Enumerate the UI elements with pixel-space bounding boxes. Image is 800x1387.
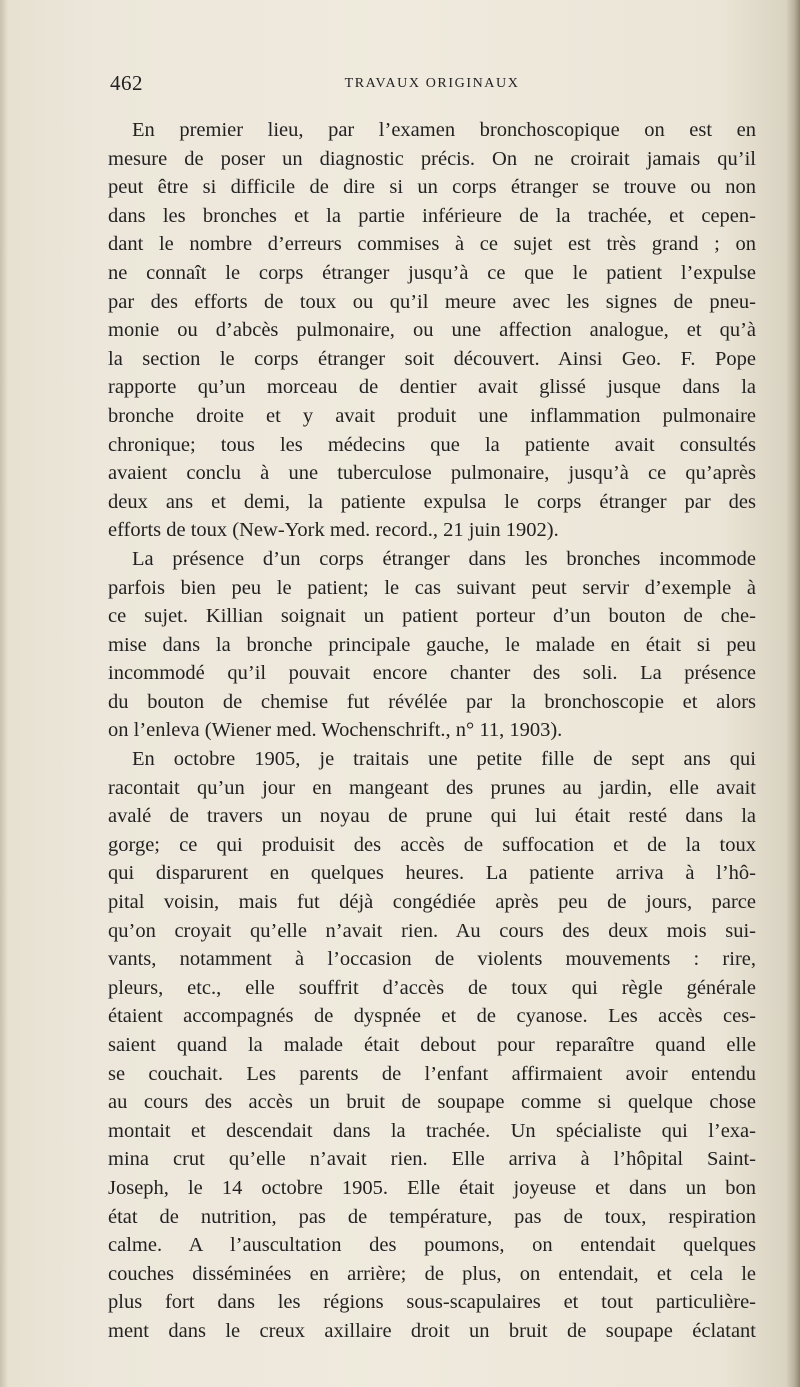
text-line: incommodé qu’il pouvait encore chanter des soli. La présence	[108, 662, 756, 685]
text-line: qui disparurent en quelques heures. La patiente arriva à l’hô-	[108, 862, 756, 885]
text-line: dant le nombre d’erreurs commises à ce sujet est très grand ; on	[108, 233, 756, 256]
text-line: efforts de toux (New-York med. record., 21 juin 1902).	[108, 519, 559, 542]
text-line: ce sujet. Killian soignait un patient porteur d’un bouton de che-	[108, 605, 756, 628]
text-line: du bouton de chemise fut révélée par la bronchoscopie et alors	[108, 690, 756, 713]
text-line: mesure de poser un diagnostic précis. On ne croirait jamais qu’il	[108, 147, 756, 170]
text-line: qu’on croyait qu’elle n’avait rien. Au cours des deux mois sui-	[108, 919, 756, 942]
text-line: la section le corps étranger soit découvert. Ainsi Geo. F. Pope	[108, 347, 756, 370]
text-line: parfois bien peu le patient; le cas suivant peut servir d’exemple à	[108, 576, 756, 599]
running-head: TRAVAUX ORIGINAUX	[344, 76, 520, 91]
text-line: Joseph, le 14 octobre 1905. Elle était joyeuse et dans un bon	[108, 1176, 756, 1199]
text-line: bronche droite et y avait produit une inflammation pulmonaire	[108, 404, 756, 427]
text-line: rapporte qu’un morceau de dentier avait glissé jusque dans la	[108, 376, 756, 399]
text-line: gorge; ce qui produisit des accès de suffocation et de la toux	[108, 833, 756, 856]
text-line: deux ans et demi, la patiente expulsa le corps étranger par des	[108, 490, 756, 513]
text-line: plus fort dans les régions sous-scapulaires et tout particulière-	[108, 1291, 756, 1314]
text-line: état de nutrition, pas de température, pas de toux, respiration	[108, 1205, 756, 1228]
text-line: couches disséminées en arrière; de plus, on entendait, et cela le	[108, 1262, 756, 1285]
text-line: pleurs, etc., elle souffrit d’accès de toux qui règle générale	[108, 976, 756, 999]
text-line: par des efforts de toux ou qu’il meure avec les signes de pneu-	[108, 290, 756, 313]
text-line: racontait qu’un jour en mangeant des prunes au jardin, elle avait	[108, 776, 756, 799]
text-line: étaient accompagnés de dyspnée et de cyanose. Les accès ces-	[108, 1005, 756, 1028]
text-line: chronique; tous les médecins que la patiente avait consultés	[108, 433, 756, 456]
text-line: En octobre 1905, je traitais une petite fille de sept ans qui	[132, 748, 756, 771]
body-text	[108, 116, 756, 1346]
text-line: vants, notamment à l’occasion de violents mouvements : rire,	[108, 948, 756, 971]
text-line: peut être si difficile de dire si un corps étranger se trouve ou non	[108, 176, 756, 199]
text-line: avaient conclu à une tuberculose pulmonaire, jusqu’à ce qu’après	[108, 462, 756, 485]
page-header	[110, 71, 754, 101]
text-line: ne connaît le corps étranger jusqu’à ce que le patient l’expulse	[108, 261, 756, 284]
text-line: saient quand la malade était debout pour reparaître quand elle	[108, 1034, 756, 1056]
text-line: montait et descendait dans la trachée. Un spécialiste qui l’exa-	[108, 1119, 756, 1142]
text-line: ment dans le creux axillaire droit un bruit de soupape éclatant	[108, 1319, 756, 1342]
gutter-shadow	[0, 0, 8, 1387]
text-line: dans les bronches et la partie inférieure de la trachée, et cepen-	[108, 204, 756, 227]
page-number: 462	[110, 71, 143, 95]
text-line: avalé de travers un noyau de prune qui lui était resté dans la	[108, 805, 756, 828]
text-line: se couchait. Les parents de l’enfant affirmaient avoir entendu	[108, 1062, 756, 1085]
text-line: au cours des accès un bruit de soupape comme si quelque chose	[108, 1091, 756, 1114]
text-line: pital voisin, mais fut déjà congédiée après peu de jours, parce	[108, 891, 756, 914]
text-line: La présence d’un corps étranger dans les bronches incommode	[132, 547, 756, 570]
page-edge	[786, 0, 800, 1387]
text-line: mina crut qu’elle n’avait rien. Elle arriva à l’hôpital Saint-	[108, 1148, 756, 1171]
text-line: on l’enleva (Wiener med. Wochenschrift., n° 11, 1903).	[108, 719, 563, 742]
text-line: calme. A l’auscultation des poumons, on entendait quelques	[108, 1234, 756, 1257]
text-line: mise dans la bronche principale gauche, le malade en était si peu	[108, 633, 756, 656]
text-line: En premier lieu, par l’examen bronchoscopique on est en	[132, 119, 756, 141]
text-line: monie ou d’abcès pulmonaire, ou une affection analogue, et qu’à	[108, 319, 756, 342]
